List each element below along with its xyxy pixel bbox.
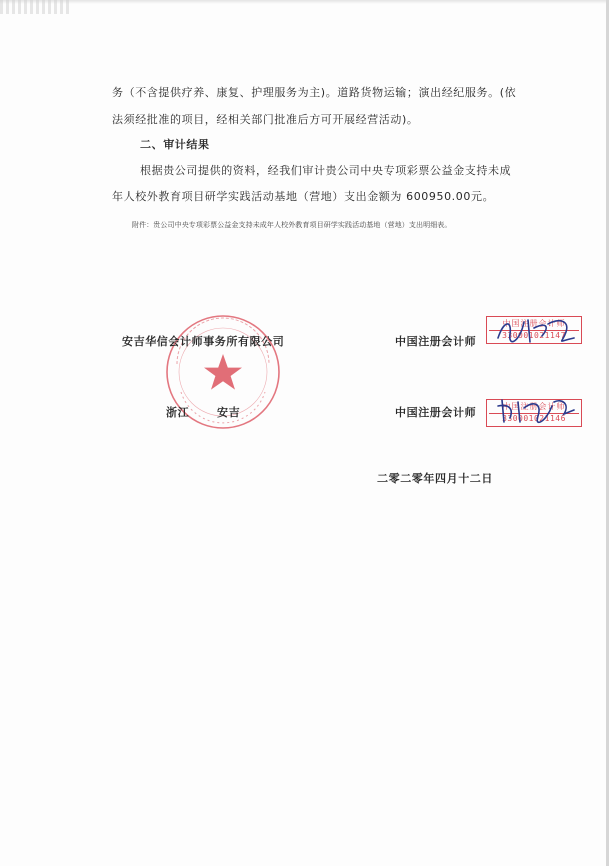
cpa-stamp-2-number: 330001021146 [502, 414, 566, 423]
intro-line-2: 法须经批准的项目，经相关部门批准后方可开展经营活动)。 [112, 113, 419, 126]
cpa-stamp-1-title: 中国注册会计师 [489, 318, 579, 331]
cpa-label-2: 中国注册会计师 [395, 406, 477, 419]
audit-result-line-2: 年人校外教育项目研学实践活动基地（营地）支出金额为 600950.00元。 [112, 190, 495, 203]
firm-city: 安吉 [217, 406, 241, 419]
cpa-handwritten-signature-1 [490, 312, 590, 348]
section-heading-audit-result: 二、审计结果 [140, 138, 210, 151]
firm-province: 浙江 [166, 406, 190, 419]
attachment-note: 附件：贵公司中央专项彩票公益金支持未成年人校外教育项目研学实践活动基地（营地）支出明细表。 [132, 221, 452, 229]
cpa-handwritten-signature-2 [488, 392, 588, 428]
scan-smudge [0, 0, 70, 14]
intro-line-1: 务（不含提供疗养、康复、护理服务为主)。道路货物运输；演出经纪服务。(依 [112, 86, 517, 99]
cpa-stamp-2-title: 中国注册会计师 [489, 401, 579, 414]
scan-edge-top [0, 0, 609, 4]
cpa-label-1: 中国注册会计师 [395, 335, 477, 348]
cpa-stamp-1-number: 330001021147 [502, 331, 566, 340]
firm-name: 安吉华信会计师事务所有限公司 [122, 335, 285, 348]
audit-result-line-1: 根据贵公司提供的资料，经我们审计贵公司中央专项彩票公益金支持未成 [140, 164, 512, 177]
report-date: 二零二零年四月十二日 [377, 472, 493, 485]
